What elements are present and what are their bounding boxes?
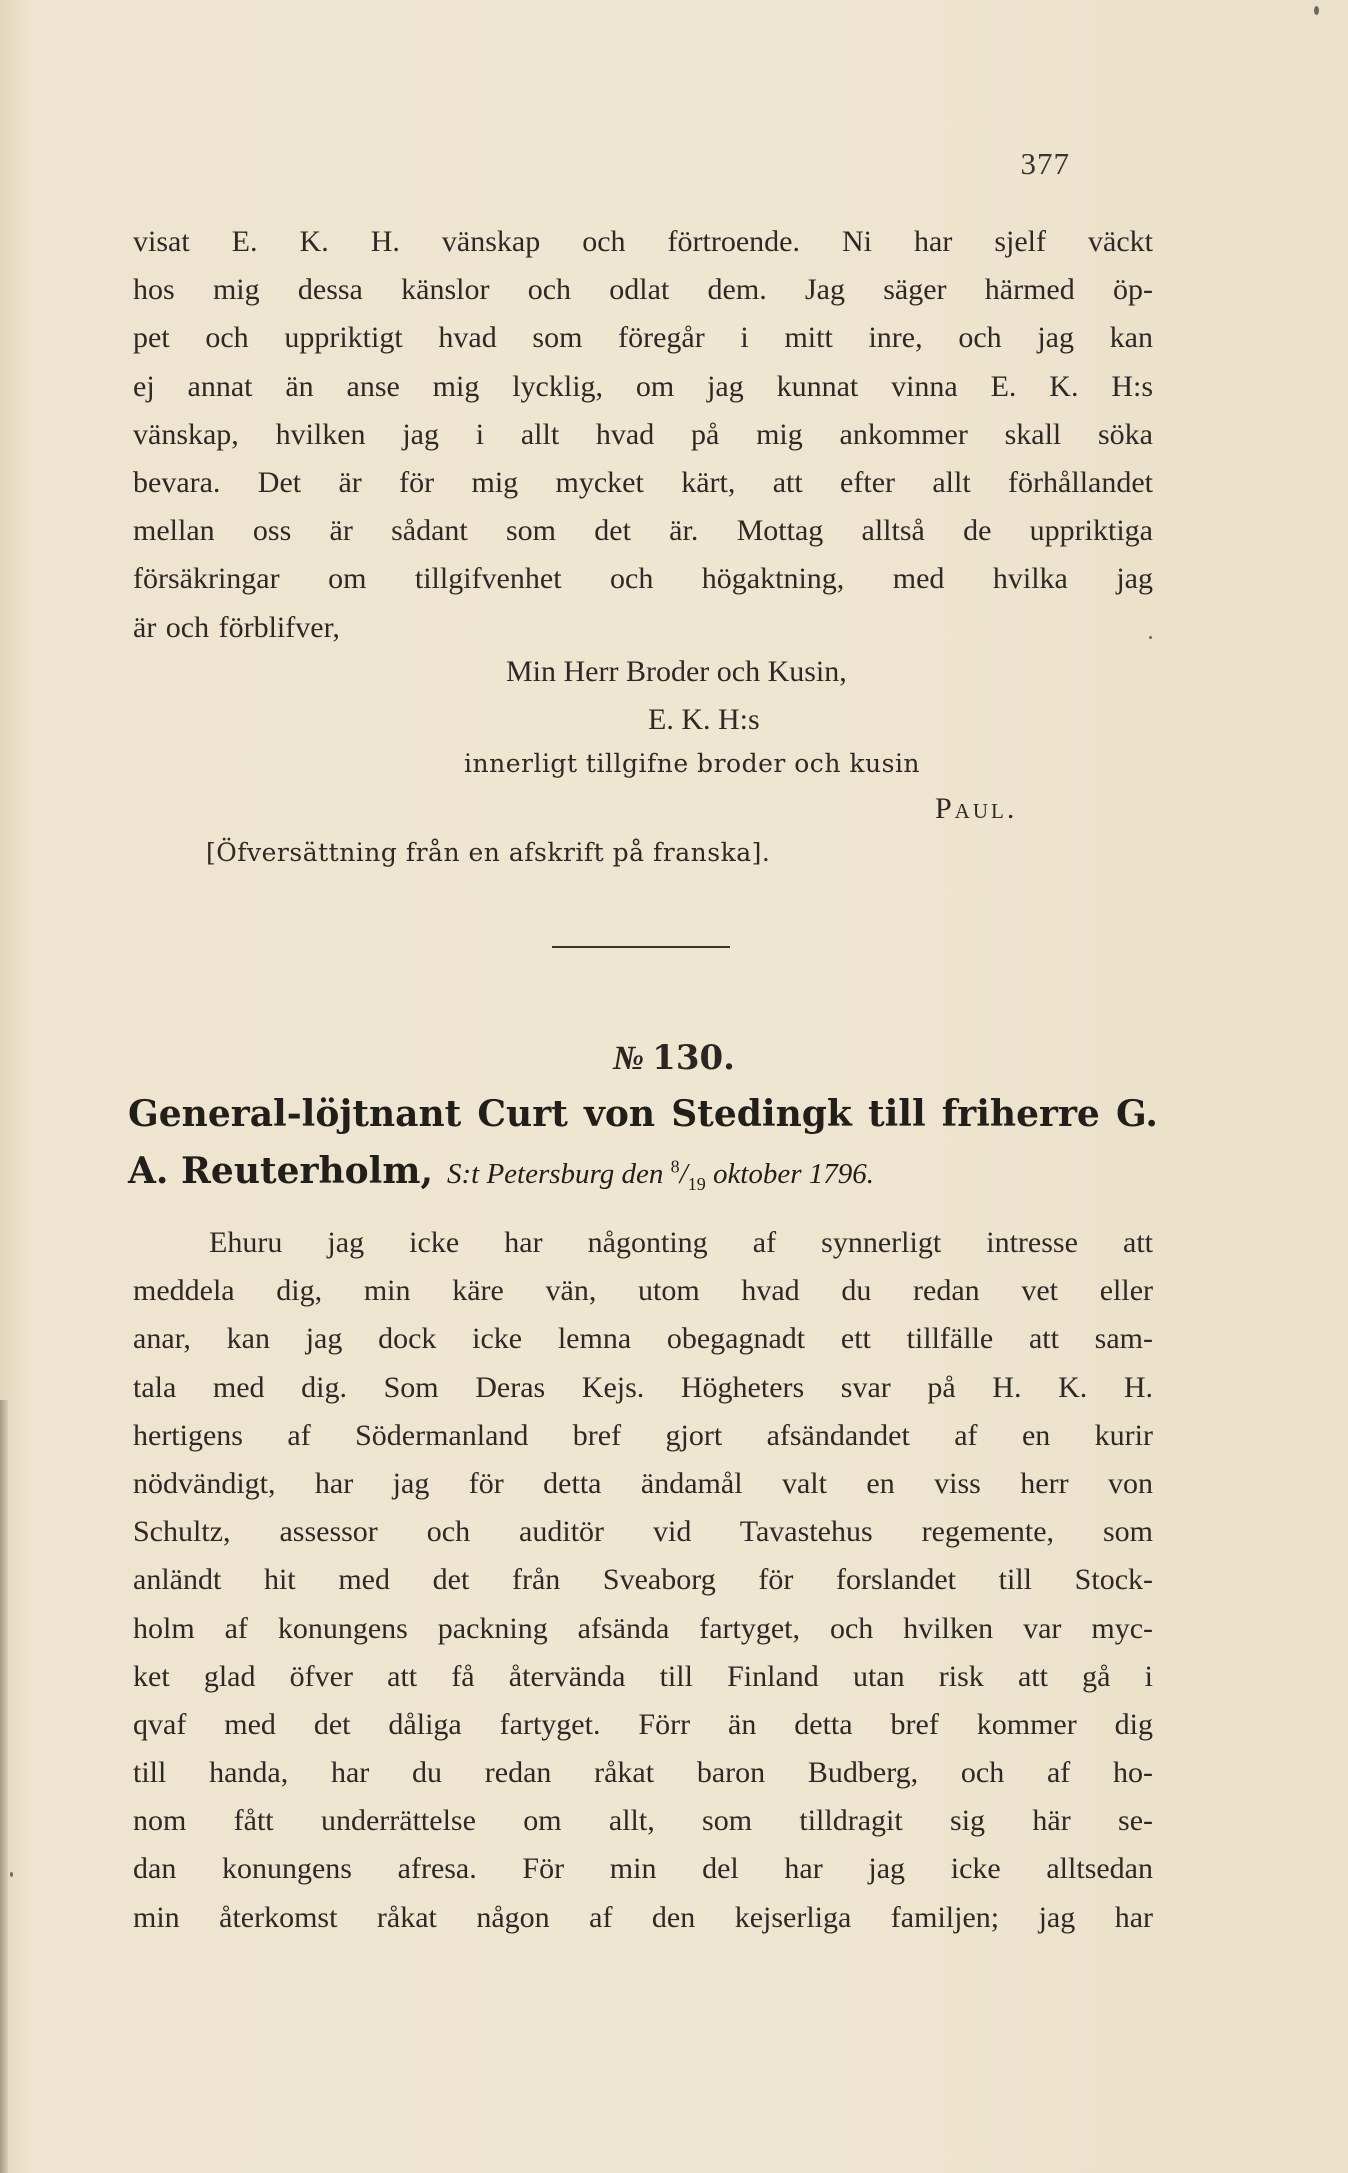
text-line: meddela dig, min käre vän, utom hvad du redan vet eller: [133, 1274, 1153, 1308]
title-word: Curt: [477, 1093, 568, 1135]
title-word: Stedingk: [671, 1093, 852, 1135]
text-line: min återkomst råkat någon af den kejserliga familjen; jag har: [133, 1900, 1153, 1934]
paper-speck: [1149, 636, 1152, 639]
text-line: holm af konungens packning afsända fartyget, och hvilken var myc-: [133, 1611, 1153, 1645]
number-sign: №: [613, 1040, 645, 1077]
title-word: G.: [1115, 1093, 1158, 1135]
text-line: hertigens af Södermanland bref gjort afsändandet af en kurir: [133, 1418, 1153, 1452]
letter-number-value: 130.: [652, 1038, 735, 1078]
text-line: vänskap, hvilken jag i allt hvad på mig ankommer skall söka: [133, 417, 1153, 451]
text-line: ket glad öfver att få återvända till Finland utan risk att gå i: [133, 1659, 1153, 1693]
closing-formula: innerligt tillgifne broder och kusin: [464, 749, 921, 778]
text-line: Ehuru jag icke har någonting af synnerligt intresse att: [209, 1226, 1153, 1259]
page-edge-shadow: [0, 1400, 8, 2173]
text-line: mellan oss är sådant som det är. Mottag alltså de uppriktiga: [133, 514, 1153, 548]
title-word: till: [867, 1093, 926, 1135]
paper-speck: [10, 1872, 13, 1877]
text-line: nödvändigt, har jag för detta ändamål valt en viss herr von: [133, 1466, 1153, 1500]
letter-body-paragraph: [133, 1219, 1153, 1942]
place-date-prefix: S:t Petersburg den: [446, 1158, 664, 1190]
addressee-title: E. K. H:s: [648, 703, 760, 736]
text-line: qvaf med det dåliga fartyget. Förr än detta bref kommer dig: [133, 1707, 1153, 1741]
day-old-style: 8: [670, 1156, 680, 1177]
title-word: friherre: [941, 1093, 1100, 1135]
text-line: Schultz, assessor och auditör vid Tavastehus regemente, som: [133, 1515, 1153, 1549]
text-line: anar, kan jag dock icke lemna obegagnadt ett tillfälle att sam-: [133, 1322, 1153, 1356]
day-new-style: 19: [687, 1173, 706, 1194]
title-word: General-löjtnant: [128, 1093, 462, 1135]
text-line: bevara. Det är för mig mycket kärt, att efter allt förhållandet: [133, 465, 1153, 499]
text-line: till handa, har du redan råkat baron Budberg, och af ho-: [133, 1756, 1153, 1790]
text-line: ej annat än anse mig lycklig, om jag kunnat vinna E. K. H:s: [133, 369, 1153, 403]
place-date-suffix: oktober 1796.: [712, 1158, 875, 1190]
letter-number: [0, 1038, 1348, 1078]
recipient-name: A. Reuterholm,: [128, 1150, 433, 1192]
text-line: dan konungens afresa. För min del har jag icke alltsedan: [133, 1852, 1153, 1886]
text-line: nom fått underrättelse om allt, som tilldragit sig här se-: [133, 1804, 1153, 1838]
salutation: Min Herr Broder och Kusin,: [506, 655, 847, 688]
letter-title-line-2: [128, 1150, 1158, 1195]
section-divider: [552, 946, 730, 948]
text-line: pet och uppriktigt hvad som föregår i mitt inre, och jag kan: [133, 321, 1153, 355]
title-word: von: [583, 1093, 656, 1135]
text-line: anländt hit med det från Sveaborg för forslandet till Stock-: [133, 1563, 1153, 1597]
letter-title-line-1: [128, 1093, 1158, 1135]
text-line: försäkringar om tillgifvenhet och högaktning, med hvilka jag: [133, 562, 1153, 596]
text-line: är och förblifver,: [133, 610, 340, 644]
signature: Paul.: [935, 792, 1018, 825]
text-line: tala med dig. Som Deras Kejs. Högheters svar på H. K. H.: [133, 1370, 1153, 1404]
place-date: S:t Petersburg den $^8/_{19}$ oktober 1796.: [446, 1156, 875, 1194]
page-number: 377: [1020, 146, 1070, 181]
translation-note: [Öfversättning från en afskrift på franska].: [206, 838, 771, 867]
text-line: visat E. K. H. vänskap och förtroende. Ni har sjelf väckt: [133, 225, 1153, 258]
text-line: hos mig dessa känslor och odlat dem. Jag säger härmed öp-: [133, 273, 1153, 307]
letter-ending-paragraph: [133, 218, 1153, 652]
paper-speck: [1314, 6, 1319, 15]
